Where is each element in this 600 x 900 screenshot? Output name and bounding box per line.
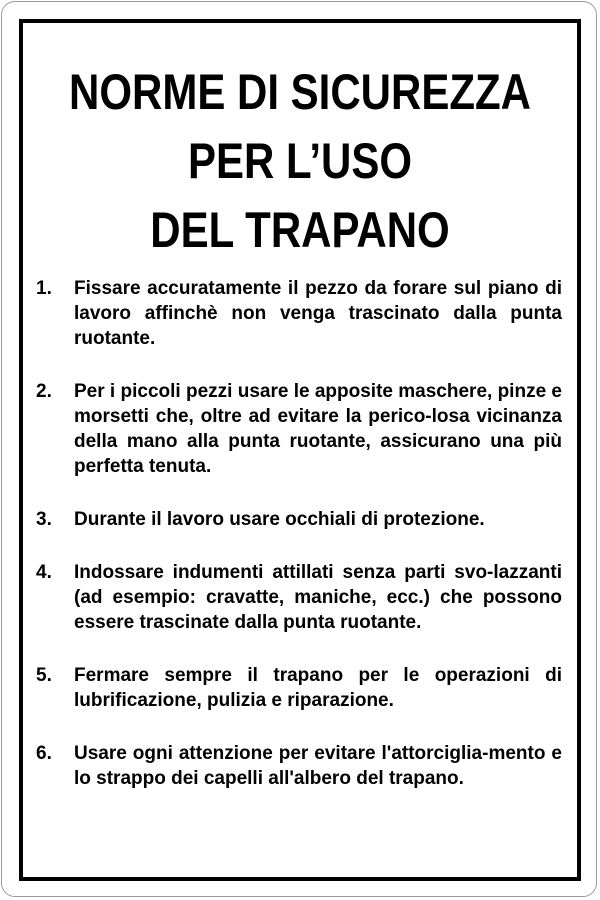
rule-text: Durante il lavoro usare occhiali di protezione. xyxy=(74,509,485,530)
rule-text: Fermare sempre il trapano per le operazioni di lubrificazione, pulizia e riparazione. xyxy=(74,665,562,711)
title-line-1: NORME DI SICUREZZA xyxy=(69,64,532,120)
rule-number: 4. xyxy=(36,562,52,583)
rule-number: 3. xyxy=(36,509,52,530)
rule-number: 6. xyxy=(36,743,52,764)
rule-item-3 xyxy=(36,507,562,532)
rule-item-5 xyxy=(36,663,562,713)
rule-item-6 xyxy=(36,741,562,791)
title-line-3: DEL TRAPANO xyxy=(150,202,450,258)
rule-number: 5. xyxy=(36,665,52,686)
title-line-2: PER L’USO xyxy=(187,133,413,189)
rule-text: Usare ogni attenzione per evitare l'attorciglia-mento e lo strappo dei capelli all'albero del trapano. xyxy=(74,743,562,789)
rule-item-1 xyxy=(36,276,562,351)
rule-item-2 xyxy=(36,379,562,479)
rule-text: Indossare indumenti attillati senza parti svo-lazzanti (ad esempio: cravatte, maniche, ecc.) che possono essere trascinate dalla punta ruotante. xyxy=(74,562,562,633)
rule-number: 1. xyxy=(36,278,52,299)
rule-number: 2. xyxy=(36,381,52,402)
safety-rules-list xyxy=(36,276,562,819)
sign-title xyxy=(66,58,533,265)
rule-text: Fissare accuratamente il pezzo da forare sul piano di lavoro affinchè non venga trascinato dalla punta ruotante. xyxy=(74,278,562,349)
rule-text: Per i piccoli pezzi usare le apposite maschere, pinze e morsetti che, oltre ad evitare la perico-losa vicinanza della mano alla punta ruotante, assicurano una più perfetta tenuta. xyxy=(74,381,562,477)
rule-item-4 xyxy=(36,560,562,635)
